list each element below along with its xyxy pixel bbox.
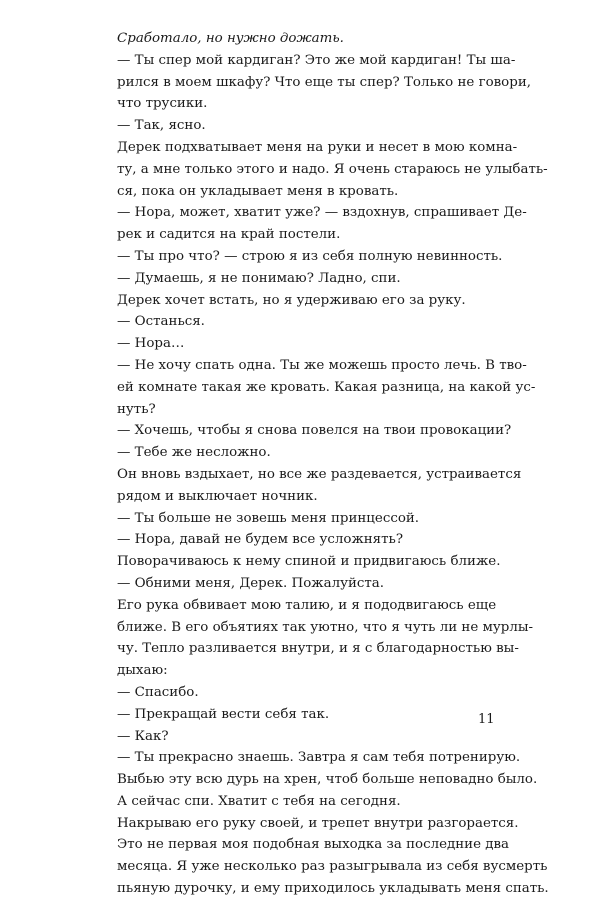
text-line: — Ты больше не зовешь меня принцессой.: [117, 510, 420, 526]
text-line: рился в моем шкафу? Что еще ты спер? Только не говори,: [117, 74, 531, 90]
text-line: — Так, ясно.: [117, 118, 206, 134]
text-line: ближе. В его объятиях так уютно, что я чуть ли не мурлы-: [117, 619, 534, 635]
text-line: А сейчас спи. Хватит с тебя на сегодня.: [117, 793, 401, 809]
text-line: Дерек хочет встать, но я удерживаю его за руку.: [117, 292, 466, 308]
text-line: — Прекращай вести себя так.: [117, 706, 330, 722]
text-line: — Не хочу спать одна. Ты же можешь просто лечь. В тво-: [117, 357, 527, 373]
text-line: — Нора…: [117, 336, 185, 352]
text-line: пьяную дурочку, и ему приходилось укладывать меня спать.: [117, 881, 549, 897]
text-line: нуть?: [117, 401, 156, 417]
text-line: Накрываю его руку своей, и трепет внутри разгорается.: [117, 815, 519, 831]
text-line: — Ты прекрасно знаешь. Завтра я сам тебя потренирую.: [117, 750, 521, 766]
text-line: — Нора, может, хватит уже? — вздохнув, спрашивает Де-: [117, 205, 527, 221]
text-line: ся, пока он укладывает меня в кровать.: [117, 183, 399, 199]
text-line: — Нора, давай не будем все усложнять?: [117, 532, 404, 548]
text-line: — Обними меня, Дерек. Пожалуйста.: [117, 575, 385, 591]
text-line: — Спасибо.: [117, 684, 199, 700]
text-line: Сработало, но нужно дожать.: [117, 31, 344, 46]
text-line: ту, а мне только этого и надо. Я очень стараюсь не улыбать-: [117, 161, 548, 177]
text-line: Он вновь вздыхает, но все же раздевается, устраивается: [117, 466, 522, 482]
text-line: месяца. Я уже несколько раз разыгрывала из себя вусмерть: [117, 859, 548, 875]
text-line: — Думаешь, я не понимаю? Ладно, спи.: [117, 270, 401, 286]
text-line: — Тебе же несложно.: [117, 445, 271, 461]
text-line: Выбью эту всю дурь на хрен, чтоб больше неповадно было.: [117, 772, 538, 788]
text-line: — Хочешь, чтобы я снова повелся на твои провокации?: [117, 423, 512, 439]
text-line: Это не первая моя подобная выходка за последние два: [117, 837, 510, 853]
text-line: рядом и выключает ночник.: [117, 488, 318, 504]
text-line: что трусики.: [117, 96, 208, 112]
body-text: [117, 28, 549, 900]
text-line: Поворачиваюсь к нему спиной и придвигаюсь ближе.: [117, 554, 501, 570]
text-line: — Ты про что? — строю я из себя полную невинность.: [117, 248, 503, 264]
text-line: — Ты спер мой кардиган? Это же мой кардиган! Ты ша-: [117, 52, 516, 68]
text-line: дыхаю:: [117, 663, 168, 679]
text-line: чу. Тепло разливается внутри, и я с благодарностью вы-: [117, 641, 519, 657]
page-number: 11: [478, 712, 495, 727]
text-line: ей комнате такая же кровать. Какая разница, на какой ус-: [117, 379, 536, 395]
text-line: — Как?: [117, 728, 169, 744]
text-line: рек и садится на край постели.: [117, 227, 341, 243]
text-line: Дерек подхватывает меня на руки и несет в мою комна-: [117, 139, 518, 155]
text-line: Его рука обвивает мою талию, и я пододвигаюсь еще: [117, 597, 497, 613]
text-line: — Останься.: [117, 314, 205, 330]
